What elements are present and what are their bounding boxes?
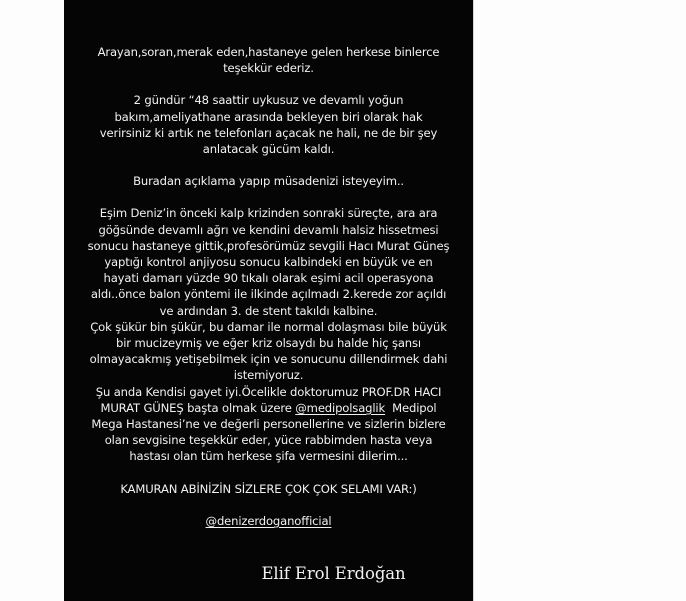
paragraph-sleepless bbox=[64, 92, 473, 157]
paragraph-greetings bbox=[64, 481, 473, 497]
paragraph-permission bbox=[64, 173, 473, 189]
text-line: olmayacakmış yetişebilmek için ve sonucunu dillendirmek dahi bbox=[89, 352, 448, 367]
text-fragment: Medipol bbox=[392, 400, 437, 415]
mention-medipolsaglik-link[interactable]: @medipolsaglik bbox=[295, 400, 386, 415]
text-line: Arayan,soran,merak eden,hastaneye gelen herkese binlerce bbox=[97, 45, 440, 59]
text-fragment: MURAT GÜNEŞ başta olmak üzere bbox=[100, 400, 292, 415]
text-line: Çok şükür bin şükür, bu damar ile normal dolaşması bile büyük bbox=[90, 319, 447, 334]
text-line: istemiyoruz. bbox=[233, 368, 304, 383]
text-line bbox=[64, 400, 473, 416]
text-line: Şu anda Kendisi gayet iyi.Öcelikle doktorumuz PROF.DR HACI bbox=[95, 384, 442, 399]
mention-denizerdoganofficial-link[interactable]: @denizerdoganofficial bbox=[205, 513, 332, 528]
statement-text bbox=[64, 44, 473, 545]
text-line: hayati damarı yüzde 90 tıkalı olarak eşimi acil operasyona bbox=[103, 271, 434, 286]
text-line: teşekkür ederiz. bbox=[223, 61, 314, 76]
text-line: bir mucizeymiş ve eğer kriz olsaydı bu halde hiç şansı bbox=[116, 336, 421, 351]
text-line: Buradan açıklama yapıp müsadenizi isteyeyim.. bbox=[133, 174, 404, 189]
text-line: yaptığı kontrol anjiyosu sonucu kalbindeki en büyük ve en bbox=[104, 255, 433, 270]
text-line: hastası olan tüm herkese şifa vermesini dilerim... bbox=[129, 449, 408, 464]
mention-line bbox=[64, 513, 473, 529]
text-line: sonucu hastaneye gittik,profesörümüz sevgili Hacı Murat Güneş bbox=[87, 238, 450, 253]
text-line: anlatacak gücüm kaldı. bbox=[202, 142, 335, 157]
paragraph-gratitude bbox=[64, 384, 473, 465]
text-line: Mega Hastanesi’ne ve değerli personellerine ve sizlerin bizlere bbox=[91, 417, 446, 432]
text-line: verirsiniz ki artık ne telefonları açacak ne hali, ne de bir şey bbox=[99, 125, 438, 140]
paragraph-thanks bbox=[64, 44, 473, 76]
paragraph-medical-story bbox=[64, 205, 473, 383]
text-line: bakım,ameliyathane arasında bekleyen biri olarak hak bbox=[114, 109, 423, 124]
text-line: ve ardından 3. de stent takıldı kalbine. bbox=[159, 303, 378, 318]
text-line: 2 gündür “48 saattir uykusuz ve devamlı yoğun bbox=[133, 93, 404, 108]
text-line: Eşim Deniz’in önceki kalp krizinden sonraki süreçte, ara ara bbox=[99, 206, 438, 221]
image-border bbox=[473, 0, 474, 601]
text-line: olan sevgisine teşekkür eder, yüce rabbimden hasta veya bbox=[104, 433, 433, 448]
paragraph-mention bbox=[64, 513, 473, 529]
text-line: KAMURAN ABİNİZİN SİZLERE ÇOK ÇOK SELAMI VAR:) bbox=[120, 481, 417, 496]
story-image bbox=[64, 0, 473, 601]
text-line: göğsünde devamlı ağrı ve kendini devamlı halsiz hissetmesi bbox=[98, 222, 439, 237]
text-line: aldı..önce balon yöntemi ile ilkinde açılmadı 2.kerede zor açıldı bbox=[90, 287, 447, 302]
signature: Elif Erol Erdoğan bbox=[261, 564, 406, 583]
